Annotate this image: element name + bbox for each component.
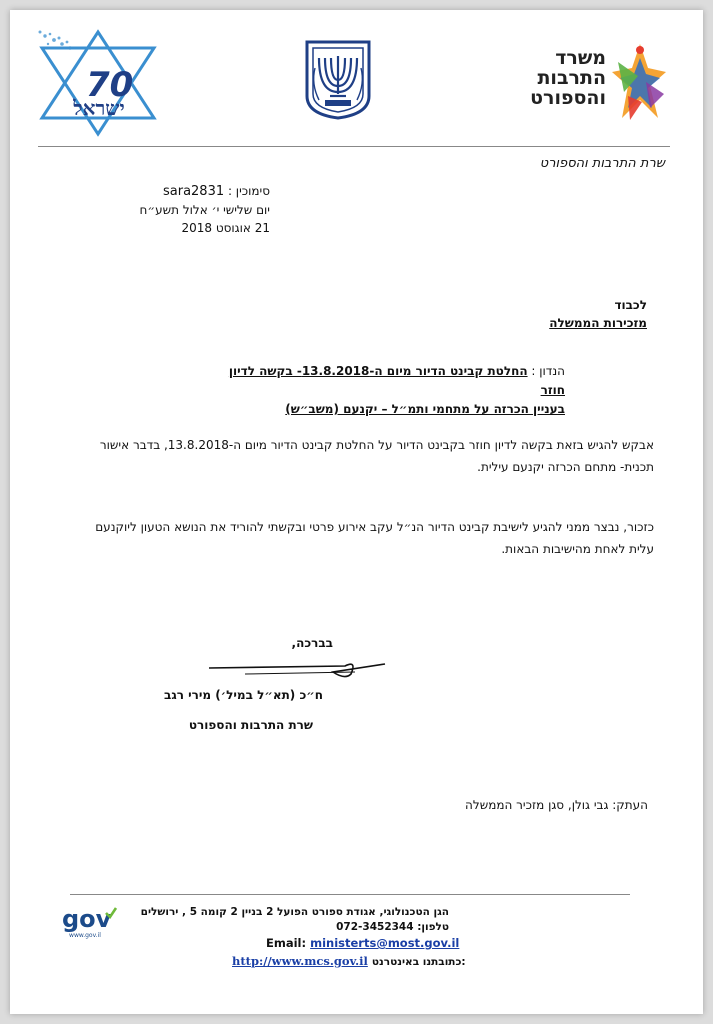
gov-domain: www.gov.il bbox=[69, 932, 101, 939]
hebrew-date: יום שלישי י׳ אלול תשע״ח bbox=[139, 203, 270, 217]
footer-email-line bbox=[266, 936, 526, 950]
letter-page bbox=[10, 10, 703, 1014]
signatory-title: שרת התרבות והספורט bbox=[188, 718, 313, 732]
salutation: לכבוד bbox=[614, 298, 647, 312]
website-label: כתובתנו באינטרנט: bbox=[371, 956, 466, 968]
header-divider bbox=[38, 146, 670, 147]
ministry-logo-line-3: והספורט bbox=[530, 87, 606, 109]
recipient-block bbox=[447, 296, 647, 332]
body-paragraph-1 bbox=[70, 434, 654, 478]
subject-block bbox=[205, 362, 565, 419]
menorah-emblem-icon bbox=[303, 38, 373, 120]
closing: בברכה, bbox=[291, 636, 333, 650]
para1-line-2: תכנית- מתחם הכרזה יקנעם עילית. bbox=[477, 460, 654, 474]
footer-phone: טלפון: 072-3452344 bbox=[336, 921, 449, 933]
reference-line bbox=[70, 182, 270, 201]
state-emblem bbox=[303, 38, 373, 120]
colorful-star-icon bbox=[610, 42, 668, 126]
para1-line-1: אבקש להגיש בזאת בקשה לדיון חוזר בקבינט הדיור על החלטת קבינט הדיור מיום ה-13.8.2018, בדבר אישור bbox=[99, 438, 654, 452]
israel-70-wordmark: ישראל bbox=[73, 96, 125, 120]
ministry-line: שרת התרבות והספורט bbox=[539, 156, 665, 171]
footer-divider bbox=[70, 894, 630, 895]
reference-value: sara2831 bbox=[162, 184, 225, 199]
ministry-logo bbox=[518, 42, 666, 127]
body-paragraph-2 bbox=[70, 516, 654, 560]
subject-line-2: בעניין הכרזה על מתחמי ותמ״ל – יקנעם (משב״ש) bbox=[285, 402, 565, 416]
footer-website-line bbox=[232, 954, 532, 968]
subject-line-1: החלטת קבינט הדיור מיום ה-13.8.2018- בקשה לדיון חוזר bbox=[228, 364, 565, 397]
ministry-logo-line-1: משרד bbox=[555, 47, 606, 69]
svg-text:70: 70 bbox=[86, 65, 134, 105]
website-link[interactable]: http://www.mcs.gov.il bbox=[232, 954, 368, 968]
email-link[interactable]: ministerts@most.gov.il bbox=[310, 936, 460, 950]
gov-wordmark: gov bbox=[62, 905, 112, 933]
reference-label: סימוכין : bbox=[227, 184, 270, 198]
reference-block bbox=[70, 182, 270, 237]
para2-line-2: עלית לאחת מהישיבות הבאות. bbox=[501, 542, 654, 556]
signatory-name: ח״כ (תא״ל במיל׳) מירי רגב bbox=[164, 688, 323, 702]
ministry-logo-line-2: התרבות bbox=[537, 67, 606, 89]
recipient-name: מזכירות הממשלה bbox=[549, 316, 647, 330]
footer-address: הגן הטכנולוגי, אגודת ספורט הפועל 2 בניין 2 קומה 5 , ירושלים bbox=[140, 906, 449, 918]
para2-line-1: כזכור, נבצר ממני להגיע לישיבת קבינט הדיור הנ״ל עקב אירוע פרטי ובקשתי להוריד את הנושא הטעון ליוקנעם bbox=[95, 520, 654, 534]
israel-70-logo bbox=[36, 26, 166, 141]
cc-line: העתק: גבי גולן, סגן מזכיר הממשלה bbox=[465, 798, 648, 812]
gregorian-date: 21 אוגוסט 2018 bbox=[181, 221, 270, 235]
subject-label: הנדון : bbox=[531, 364, 565, 378]
email-label: Email: bbox=[266, 936, 307, 950]
signature-scribble-icon bbox=[205, 650, 395, 684]
star-of-david-icon bbox=[36, 26, 166, 141]
